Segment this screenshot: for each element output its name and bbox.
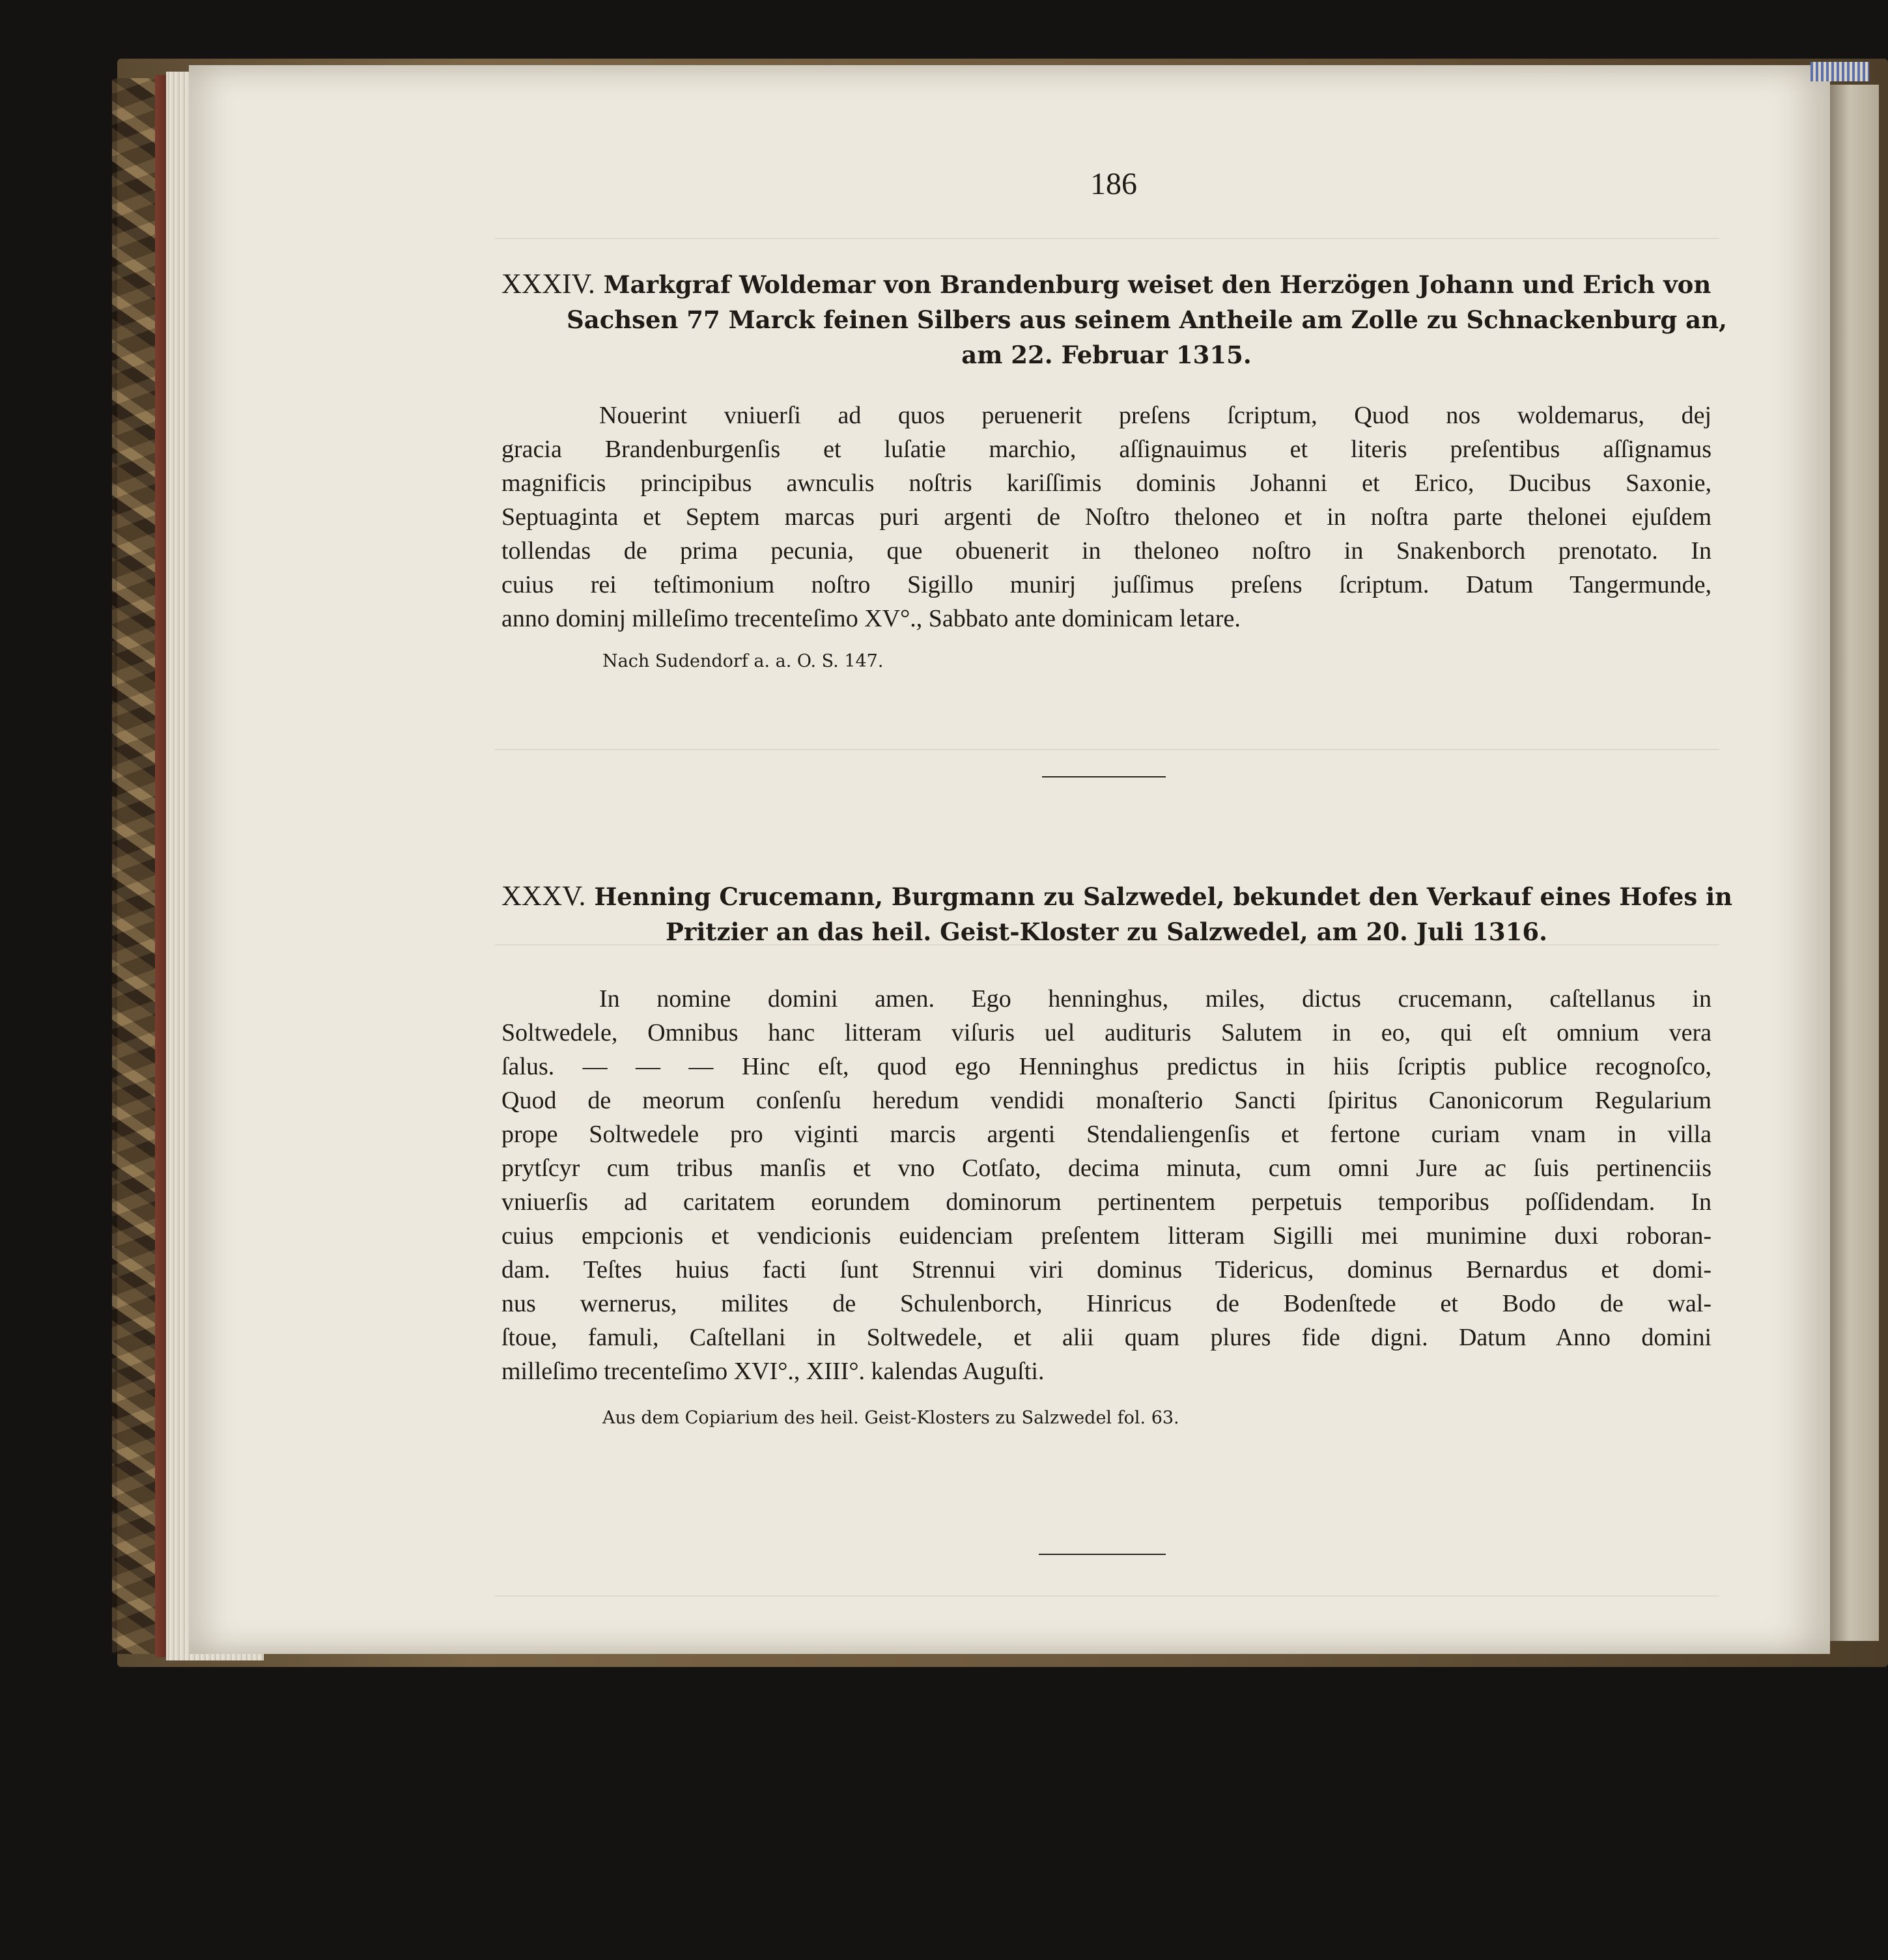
document-heading-xxxiv — [501, 267, 1727, 372]
fore-edge — [1811, 62, 1869, 81]
text-line: cuius empcionis et vendicionis euidenciam preſentem litteram Sigilli mei munimine duxi roboran- — [501, 1222, 1712, 1250]
text-line: Soltwedele, Omnibus hanc litteram viſuris uel audituris Salutem in eo, qui eſt omnium vera — [501, 1019, 1712, 1046]
section-divider — [1039, 1554, 1166, 1555]
source-note: Aus dem Copiarium des heil. Geist-Klosters zu Salzwedel fol. 63. — [602, 1408, 1179, 1428]
text-line: nus wernerus, milites de Schulenborch, Hinricus de Bodenſtede et Bodo de wal- — [501, 1290, 1712, 1317]
text-line: cuius rei teſtimonium noſtro Sigillo munirj juſſimus preſens ſcriptum. Datum Tangermunde, — [501, 571, 1712, 598]
text-line: prope Soltwedele pro viginti marcis argenti Stendaliengenſis et fertone curiam vnam in villa — [501, 1121, 1712, 1148]
text-line: Septuaginta et Septem marcas puri argenti de Noſtro theloneo et in noſtra parte thelonei ejuſdem — [501, 503, 1712, 531]
text-line: dam. Teſtes huius facti ſunt Strennui viri dominus Tidericus, dominus Bernardus et domi- — [501, 1256, 1712, 1283]
text-line: anno dominj milleſimo trecenteſimo XV°., Sabbato ante dominicam letare. — [501, 605, 1241, 632]
next-page-edge — [1830, 85, 1879, 1641]
text-line: Nouerint vniuerſi ad quos peruenerit preſens ſcriptum, Quod nos woldemarus, dej — [599, 402, 1712, 429]
document-numeral: XXXV. — [501, 881, 586, 912]
heading-line: Sachsen 77 Marck feinen Silbers aus seinem Antheile am Zolle zu Schnackenburg an, — [567, 305, 1727, 334]
bleed-through — [495, 1595, 1719, 1597]
text-line: In nomine domini amen. Ego henninghus, miles, dictus crucemann, caſtellanus in — [599, 985, 1712, 1013]
text-line: magnificis principibus awnculis noſtris kariſſimis dominis Johanni et Erico, Ducibus Saxonie, — [501, 469, 1712, 497]
document-numeral: XXXIV. — [501, 269, 595, 300]
bleed-through — [495, 749, 1719, 750]
heading-line: Markgraf Woldemar von Brandenburg weiset den Herzögen Johann und Erich von — [603, 270, 1712, 299]
text-line: tollendas de prima pecunia, que obuenerit in theloneo noſtro in Snakenborch prenotato. In — [501, 537, 1712, 565]
text-line: ſtoue, famuli, Caſtellani in Soltwedele, et alii quam plures fide digni. Datum Anno domini — [501, 1324, 1712, 1351]
document-heading-xxxv — [501, 879, 1733, 949]
text-line: milleſimo trecenteſimo XVI°., XIII°. kalendas Auguſti. — [501, 1358, 1045, 1385]
source-note: Nach Sudendorf a. a. O. S. 147. — [602, 651, 884, 671]
heading-line: Pritzier an das heil. Geist-Kloster zu Salzwedel, am 20. Juli 1316. — [666, 917, 1547, 946]
text-line: prytſcyr cum tribus manſis et vno Cotſato, decima minuta, cum omni Jure ac ſuis pertinenciis — [501, 1155, 1712, 1182]
heading-date: am 22. Februar 1315. — [961, 341, 1252, 369]
text-line: Quod de meorum conſenſu heredum vendidi monaſterio Sancti ſpiritus Canonicorum Regularium — [501, 1087, 1712, 1114]
bleed-through — [495, 238, 1719, 239]
document-text-xxxiv — [501, 399, 1712, 636]
marbled-edge — [112, 78, 158, 1654]
text-line: gracia Brandenburgenſis et luſatie marchio, aſſignauimus et literis preſentibus aſſignamus — [501, 436, 1712, 463]
document-text-xxxv — [501, 982, 1712, 1388]
text-line: ſalus. — — — Hinc eſt, quod ego Henninghus predictus in hiis ſcriptis publice recognoſco, — [501, 1053, 1712, 1080]
section-divider — [1042, 776, 1166, 777]
page-number: 186 — [1090, 167, 1137, 201]
heading-line: Henning Crucemann, Burgmann zu Salzwedel, bekundet den Verkauf eines Hofes in — [594, 882, 1733, 911]
text-line: vniuerſis ad caritatem eorundem dominorum pertinentem perpetuis temporibus poſſidendam. In — [501, 1188, 1712, 1216]
